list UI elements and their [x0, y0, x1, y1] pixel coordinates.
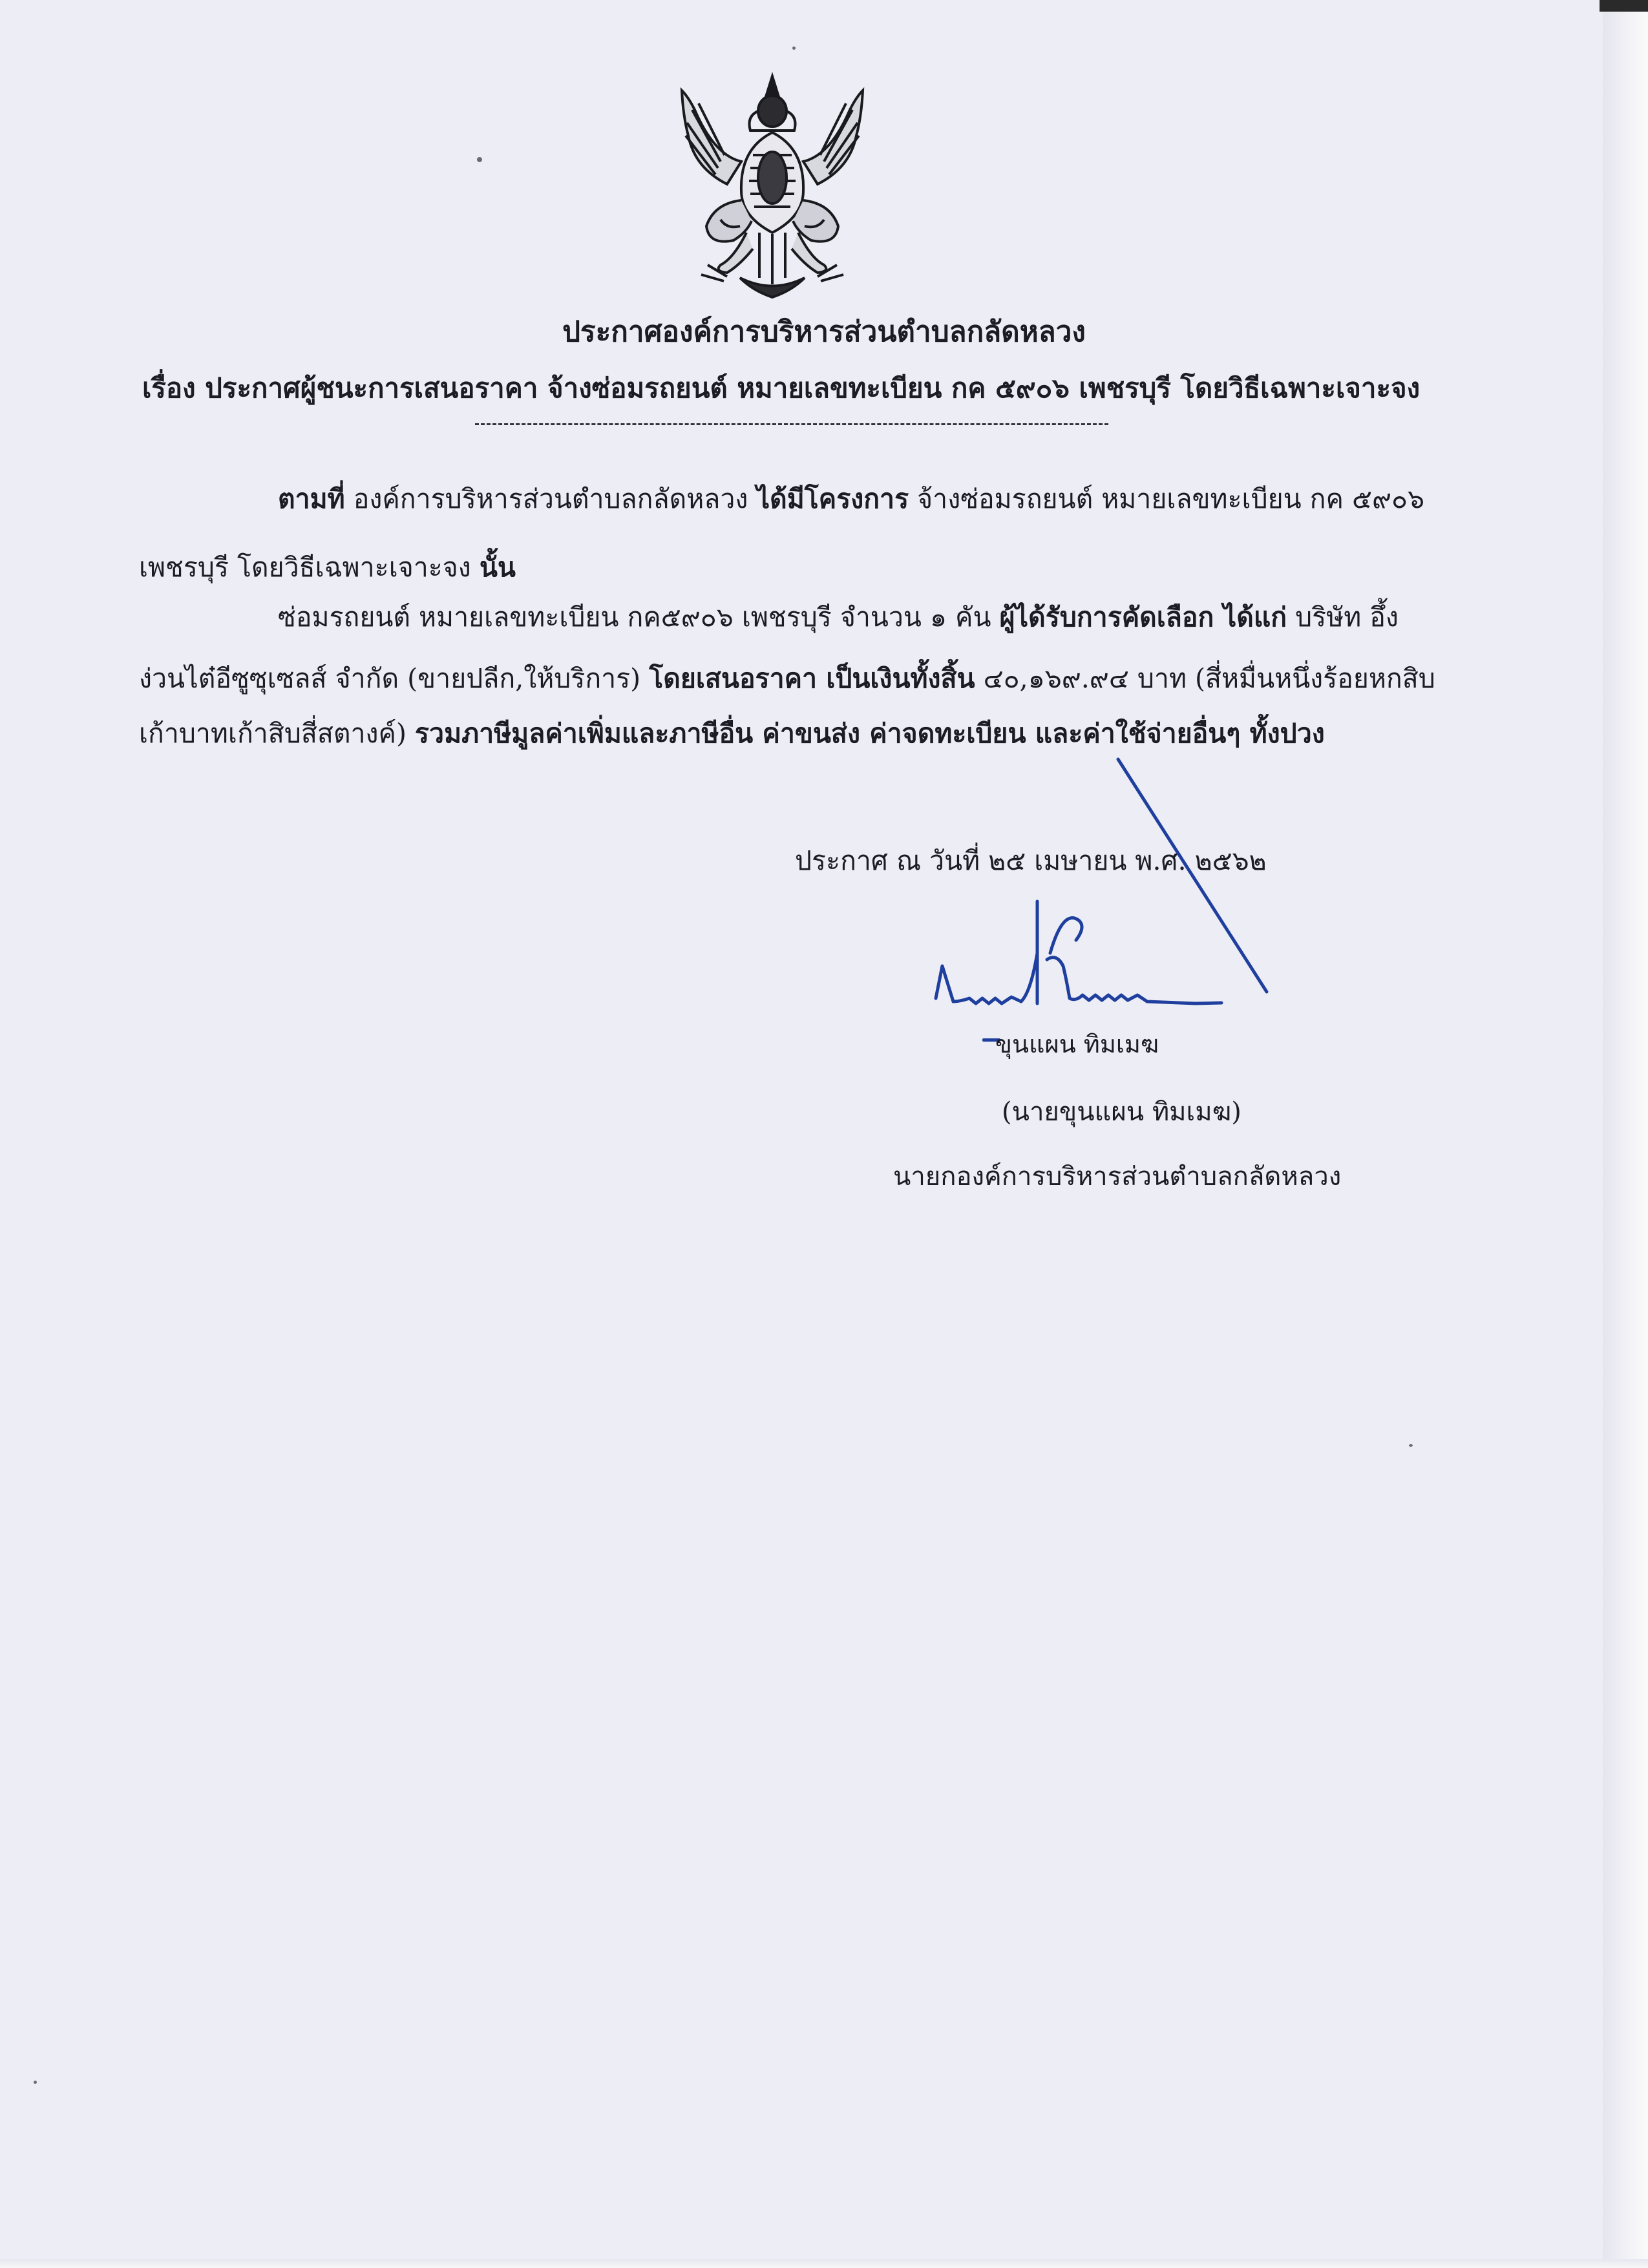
- text: จ้างซ่อมรถยนต์ หมายเลขทะเบียน กค ๕๙๐๖: [909, 483, 1425, 514]
- text: เพชรบุรี โดยวิธีเฉพาะเจาะจง: [139, 552, 480, 583]
- scan-speck: [34, 2081, 37, 2084]
- paragraph-2-line-2: [139, 663, 1435, 694]
- text-bold: นั้น: [479, 552, 516, 583]
- scan-speck: [1409, 1444, 1413, 1447]
- text: ซ่อมรถยนต์ หมายเลขทะเบียน กค๕๙๐๖ เพชรบุรี จำนวน ๑ คัน: [278, 602, 1000, 633]
- date-label: ประกาศ ณ วันที่: [795, 845, 980, 876]
- text: องค์การบริหารส่วนตำบลกลัดหลวง: [344, 483, 757, 514]
- scan-speck: [477, 157, 482, 162]
- text-bold: ได้มีโครงการ: [756, 483, 909, 514]
- signatory-position: นายกองค์การบริหารส่วนตำบลกลัดหลวง: [893, 1162, 1342, 1192]
- paragraph-1-line-1: [278, 483, 1425, 514]
- scan-bottom-edge: [0, 2259, 1648, 2268]
- text: ง่วนไต๋อีซูซุเซลส์ จำกัด (ขายปลีก,ให้บริการ): [139, 663, 650, 694]
- paragraph-2-line-1: [278, 604, 1399, 631]
- paragraph-1-line-2: [139, 554, 516, 581]
- scan-top-edge: [1600, 0, 1648, 12]
- title-divider: [475, 423, 1108, 425]
- text-bold: โดยเสนอราคา เป็นเงินทั้งสิ้น: [649, 663, 975, 694]
- signatory-name: ขุนแผน ทิมเมฆ: [995, 1030, 1159, 1058]
- document-subject: เรื่อง ประกาศผู้ชนะการเสนอราคา จ้างซ่อมรถยนต์ หมายเลขทะเบียน กค ๕๙๐๖ เพชรบุรี โดยวิธีเฉพาะเจาะจง: [142, 372, 1421, 404]
- text-bold: ตามที่: [278, 483, 345, 514]
- text-bold: ผู้ได้รับการคัดเลือก ได้แก่: [999, 602, 1287, 633]
- handwritten-signature-icon: [924, 746, 1286, 1031]
- signatory-full-name: (นายขุนแผน ทิมเมฆ): [1002, 1097, 1241, 1127]
- date-value: ๒๕ เมษายน พ.ศ. ๒๕๖๒: [980, 845, 1267, 876]
- document-title: ประกาศองค์การบริหารส่วนตำบลกลัดหลวง: [562, 315, 1086, 348]
- text: เก้าบาทเก้าสิบสี่สตางค์): [139, 718, 416, 749]
- garuda-emblem-icon: [669, 71, 876, 304]
- text: บริษัท อึ้ง: [1287, 602, 1399, 633]
- text: ๔๐,๑๖๙.๙๔ บาท (สี่หมื่นหนึ่งร้อยหกสิบ: [975, 663, 1435, 694]
- text-bold: รวมภาษีมูลค่าเพิ่มและภาษีอื่น ค่าขนส่ง ค่าจดทะเบียน และค่าใช้จ่ายอื่นๆ ทั้งปวง: [415, 718, 1325, 749]
- paragraph-2-line-3: [139, 720, 1325, 747]
- scan-speck: [792, 47, 796, 50]
